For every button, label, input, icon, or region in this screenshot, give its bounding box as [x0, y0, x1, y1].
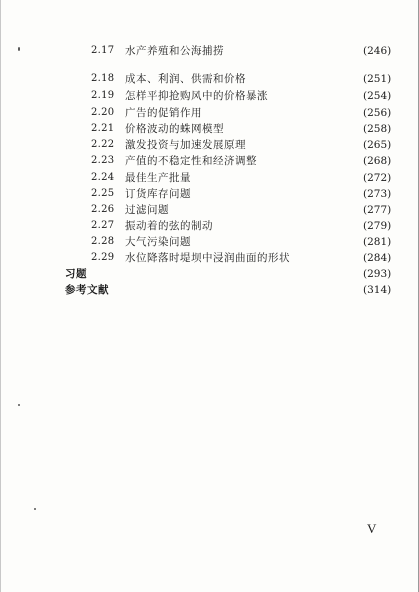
section-number: 2.20	[91, 107, 115, 118]
page-number: (281)	[363, 236, 392, 248]
section-number: 2.21	[91, 123, 115, 134]
section-title: 参考文献	[65, 284, 109, 296]
section-title: 过滤问题	[125, 204, 169, 216]
section-title: 产值的不稳定性和经济调整	[125, 155, 257, 167]
page-number: (268)	[363, 155, 392, 167]
section-title: 激发投资与加速发展原理	[125, 139, 246, 151]
section-number: 2.25	[91, 188, 115, 199]
section-number: 2.27	[91, 220, 115, 231]
section-number: 2.17	[91, 45, 115, 56]
section-title: 水产养殖和公海捕捞	[125, 45, 224, 57]
section-title: 价格波动的蛛网模型	[125, 123, 224, 135]
page-number: (273)	[363, 188, 392, 200]
page-number: (277)	[363, 204, 392, 216]
section-title: 最佳生产批量	[125, 172, 191, 184]
page-number: (246)	[363, 45, 392, 57]
section-number: 2.19	[91, 90, 115, 101]
scan-speck	[18, 47, 20, 51]
section-number: 2.28	[91, 236, 115, 247]
section-title: 怎样平抑抢购风中的价格暴涨	[125, 90, 268, 102]
section-number: 2.26	[91, 204, 115, 215]
page-number: (284)	[363, 252, 392, 264]
section-title: 成本、利润、供需和价格	[125, 73, 246, 85]
section-title: 订货库存问题	[125, 188, 191, 200]
page-number: (251)	[363, 73, 392, 85]
section-title: 广告的促销作用	[125, 107, 202, 119]
scan-speck	[34, 508, 36, 510]
page-number: (272)	[363, 172, 392, 184]
page-number: (254)	[363, 90, 392, 102]
section-title: 振动着的弦的制动	[125, 220, 213, 232]
page-number: (256)	[363, 107, 392, 119]
section-title: 大气污染问题	[125, 236, 191, 248]
section-number: 2.18	[91, 73, 115, 84]
section-number: 2.29	[91, 252, 115, 263]
section-title: 水位降落时堤坝中浸润曲面的形状	[125, 252, 290, 264]
page-number: (265)	[363, 139, 392, 151]
section-title: 习题	[65, 268, 87, 280]
section-number: 2.23	[91, 155, 115, 166]
page-number: (258)	[363, 123, 392, 135]
page-number: (293)	[363, 268, 392, 280]
section-number: 2.24	[91, 172, 115, 183]
page-marker: V	[367, 521, 377, 536]
page-number: (279)	[363, 220, 392, 232]
scan-speck	[18, 404, 20, 406]
page-number: (314)	[363, 284, 392, 296]
section-number: 2.22	[91, 139, 115, 150]
